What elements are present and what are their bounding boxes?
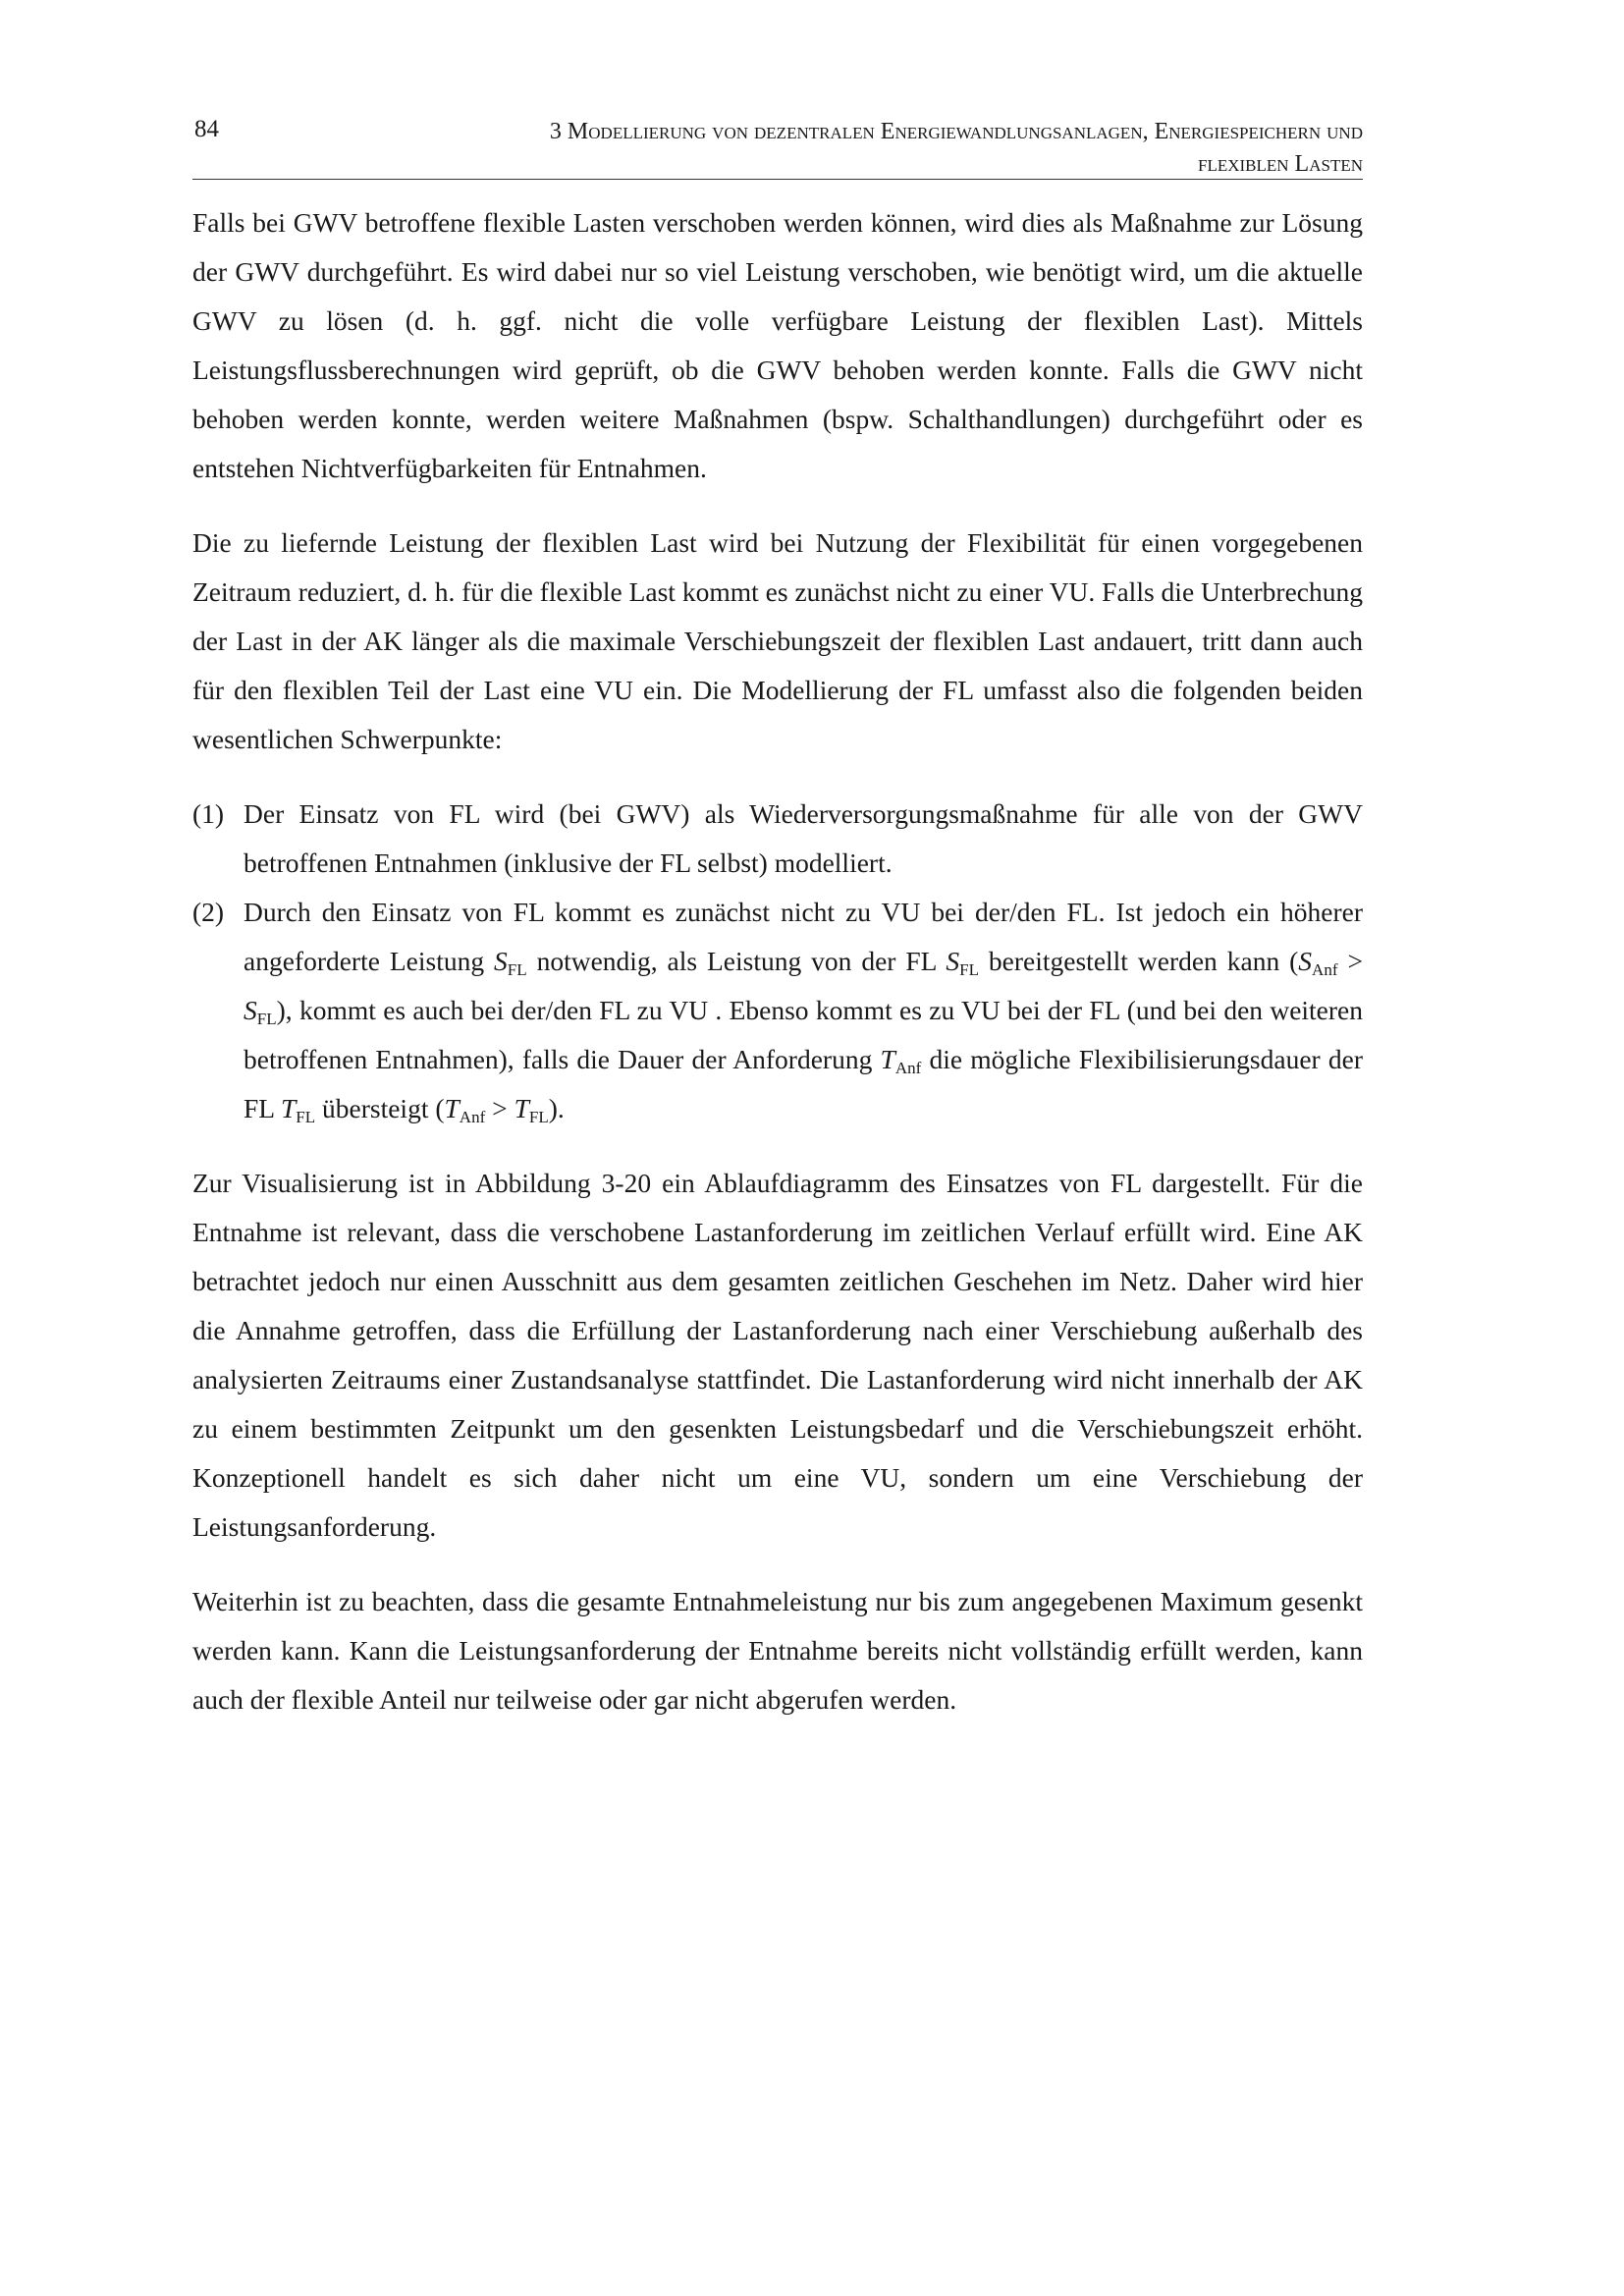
math-subscript: FL: [256, 1009, 277, 1028]
text-run: notwendig, als Leistung von der FL: [526, 946, 947, 976]
running-title-part: 3 M: [549, 119, 589, 144]
list-item-text: Der Einsatz von FL wird (bei GWV) als Wiederversorgungsmaßnahme für alle von der GWV betroffenen Entnahmen (inklusive der FL selbst) modelliert.: [244, 798, 1363, 878]
running-title-part: asten: [1309, 151, 1363, 177]
text-run: ), kommt es auch bei der/den FL zu VU . Ebenso kommt es zu VU bei der FL (und bei den weiteren betroffenen Entnahmen), falls die Dauer der Anforderung: [244, 995, 1363, 1074]
math-subscript: Anf: [459, 1107, 486, 1126]
text-run: die mögliche Flexibilisierungsdauer der FL: [244, 1044, 1363, 1123]
body-text: [192, 198, 1363, 1750]
math-symbol: S: [1298, 946, 1313, 976]
running-title-part: flexiblen: [1198, 151, 1289, 177]
text-run: übersteigt (: [315, 1093, 445, 1123]
list-item-number: (1): [192, 798, 225, 829]
paragraph: Weiterhin ist zu beachten, dass die gesamte Entnahmeleistung nur bis zum angegebenen Maximum gesenkt werden kann. Kann die Leistungsanforderung der Entnahme bereits nicht vollständig erfüllt werden, kann auch der flexible Anteil nur teilweise oder gar nicht abgerufen werden.: [192, 1586, 1363, 1715]
math-symbol: S: [494, 946, 508, 976]
running-title-part: L: [1288, 151, 1310, 177]
text-run: ).: [548, 1093, 565, 1123]
math-symbol: T: [880, 1044, 895, 1074]
math-subscript: FL: [959, 959, 979, 979]
text-run: >: [1337, 946, 1363, 976]
running-title-part: E: [874, 119, 895, 144]
math-subscript: Anf: [894, 1058, 922, 1077]
list-item: [192, 790, 1363, 888]
running-title-part: nergiewandlungsanlagen: [894, 119, 1143, 144]
math-subscript: FL: [296, 1107, 316, 1126]
math-symbol: S: [946, 946, 960, 976]
running-title-part: nergiespeichern und: [1168, 119, 1363, 144]
text-run: >: [485, 1093, 514, 1123]
math-subscript: FL: [528, 1107, 549, 1126]
page-number: 84: [194, 116, 219, 142]
list-item-number: (2): [192, 897, 225, 927]
math-symbol: S: [244, 995, 257, 1025]
running-title-part: odellierung von dezentralen: [588, 119, 875, 144]
math-subscript: Anf: [1312, 959, 1338, 979]
paragraph: Die zu liefernde Leistung der flexiblen Last wird bei Nutzung der Flexibilität für einen vorgegebenen Zeitraum reduziert, d. h. für die flexible Last kommt es zunächst nicht zu einer VU. Falls die Unterbrechung der Last in der AK länger als die maximale Verschiebungszeit der flexiblen Last andauert, tritt dann auch für den flexiblen Teil der Last eine VU ein. Die Modellierung der FL umfasst also die folgenden beiden wesentlichen Schwerpunkte:: [192, 527, 1363, 754]
running-title-part: , E: [1142, 119, 1169, 144]
header-rule: [192, 179, 1363, 180]
running-header: [192, 110, 1363, 183]
paragraph: Zur Visualisierung ist in Abbildung 3-20 ein Ablaufdiagramm des Einsatzes von FL dargestellt. Für die Entnahme ist relevant, dass die verschobene Lastanforderung im zeitlichen Verlauf erfüllt wird. Eine AK betrachtet jedoch nur einen Ausschnitt aus dem gesamten zeitlichen Geschehen im Netz. Daher wird hier die Annahme getroffen, dass die Erfüllung der Lastanforderung nach einer Verschiebung außerhalb des analysierten Zeitraums einer Zustandsanalyse stattfindet. Die Lastanforderung wird nicht innerhalb der AK zu einem bestimmten Zeitpunkt um den gesenkten Leistungsbedarf und die Verschiebungszeit erhöht. Konzeptionell handelt es sich daher nicht um eine VU, sondern um eine Verschiebung der Leistungsanforderung.: [192, 1168, 1363, 1542]
list-item-text: [244, 897, 1363, 1126]
paragraph: Falls bei GWV betroffene flexible Lasten verschoben werden können, wird dies als Maßnahme zur Lösung der GWV durchgeführt. Es wird dabei nur so viel Leistung verschoben, wie benötigt wird, um die aktuelle GWV zu lösen (d. h. ggf. nicht die volle verfügbare Leistung der flexiblen Last). Mittels Leistungsflussberechnungen wird geprüft, ob die GWV behoben werden konnte. Falls die GWV nicht behoben werden konnte, werden weitere Maßnahmen (bspw. Schalthandlungen) durchgeführt oder es entstehen Nichtverfügbarkeiten für Entnahmen.: [192, 207, 1363, 483]
running-title: [322, 116, 1363, 181]
numbered-list: [192, 790, 1363, 1133]
math-symbol: T: [280, 1093, 297, 1123]
text-run: Durch den Einsatz von FL kommt es zunächst nicht zu VU bei der/den FL. Ist jedoch ein höherer angeforderte Leistung: [244, 897, 1363, 976]
math-subscript: FL: [507, 959, 527, 979]
list-item: [192, 888, 1363, 1133]
text-run: bereitgestellt werden kann (: [979, 946, 1299, 976]
math-symbol: T: [444, 1093, 460, 1123]
math-symbol: T: [514, 1093, 529, 1123]
